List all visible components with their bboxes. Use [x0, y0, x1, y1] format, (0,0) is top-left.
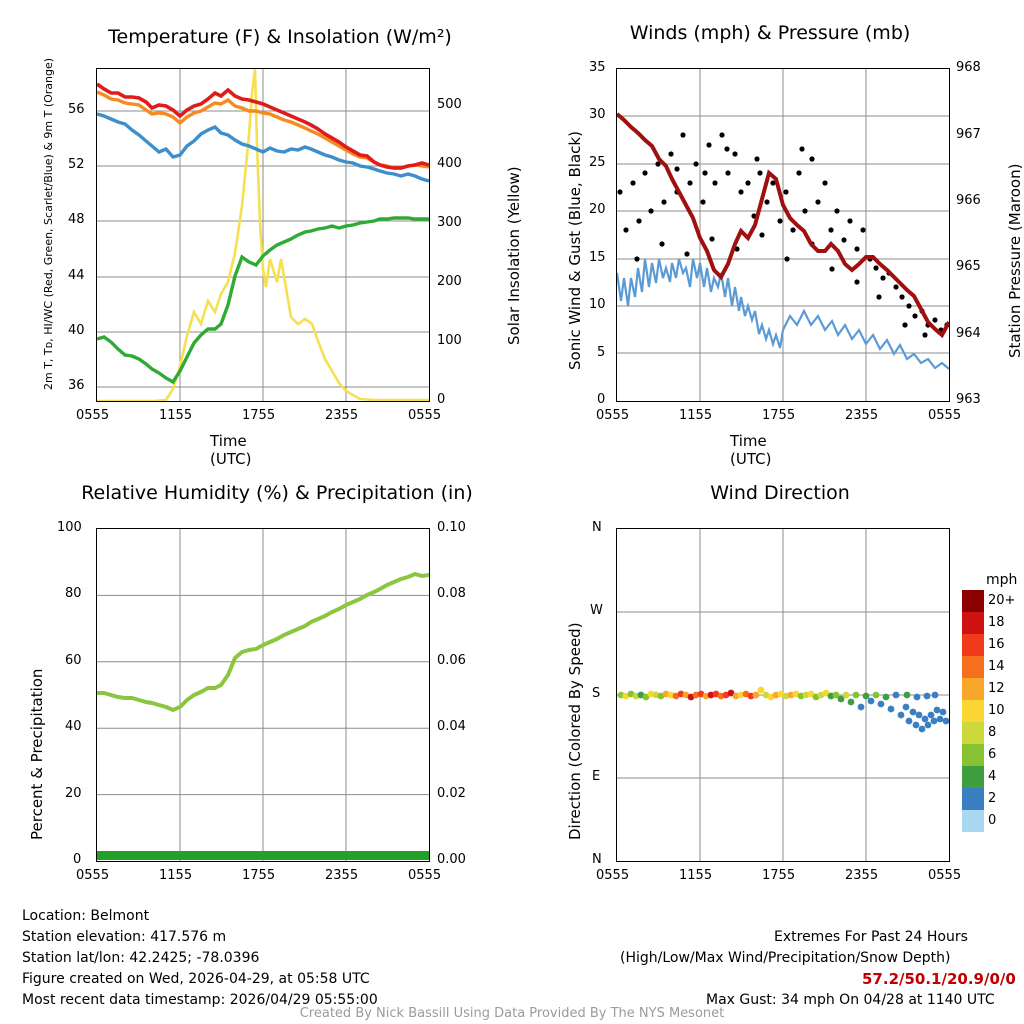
winds-xtick-1: 1155 [679, 408, 713, 423]
temperature-xtick-3: 2355 [325, 408, 359, 423]
figure-credit: Created By Nick Bassill Using Data Provided By The NYS Mesonet [299, 1006, 725, 1021]
legend-swatch-16 [962, 634, 984, 656]
winds-ytick-5: 5 [597, 345, 606, 360]
humidity-ytick-40: 40 [65, 719, 82, 734]
winds-plot-svg [617, 69, 949, 401]
humidity-xtick-0: 0555 [76, 868, 110, 883]
legend-label-10: 10 [988, 703, 1005, 718]
wind-direction-ytick-w: W [590, 603, 603, 618]
wind-direction-plot [616, 528, 950, 862]
humidity-rtick-002: 0.02 [437, 786, 466, 801]
humidity-panel-title: Relative Humidity (%) & Precipitation (in) [81, 482, 473, 504]
humidity-rtick-004: 0.04 [437, 719, 466, 734]
winds-ytick-35: 35 [589, 60, 606, 75]
temperature-plot [96, 68, 430, 402]
temperature-rtick-200: 200 [437, 274, 462, 289]
legend-label-6: 6 [988, 747, 997, 762]
temperature-xtick-2: 1755 [242, 408, 276, 423]
extremes-subtitle: (High/Low/Max Wind/Precipitation/Snow Depth) [620, 950, 951, 966]
winds-ytick-25: 25 [589, 155, 606, 170]
humidity-ytick-0: 0 [73, 852, 82, 867]
wind-direction-ytick-n-bottom: N [592, 852, 602, 867]
humidity-ytick-100: 100 [57, 520, 82, 535]
wind-direction-xtick-0: 0555 [596, 868, 630, 883]
winds-xtick-0: 0555 [596, 408, 630, 423]
humidity-ytick-80: 80 [65, 586, 82, 601]
temperature-xaxis-label: Time (UTC) [210, 432, 252, 468]
footer-created: Figure created on Wed, 2026-04-29, at 05:58 UTC [22, 971, 370, 987]
temperature-panel-title: Temperature (F) & Insolation (W/m²) [108, 26, 452, 48]
wind-direction-xtick-2: 1755 [762, 868, 796, 883]
wind-direction-plot-svg [617, 529, 949, 861]
temperature-xtick-1: 1155 [159, 408, 193, 423]
wind-direction-ytick-n-top: N [592, 520, 602, 535]
temperature-rtick-0: 0 [437, 392, 446, 407]
legend-swatch-8 [962, 722, 984, 744]
legend-label-8: 8 [988, 725, 997, 740]
humidity-ytick-60: 60 [65, 653, 82, 668]
temperature-ytick-56: 56 [68, 102, 85, 117]
legend-swatch-6 [962, 744, 984, 766]
legend-label-12: 12 [988, 681, 1005, 696]
wind-speed-legend [962, 590, 1022, 832]
humidity-xtick-4: 0555 [408, 868, 442, 883]
winds-xaxis-label: Time (UTC) [730, 432, 772, 468]
temperature-ytick-52: 52 [68, 157, 85, 172]
humidity-xtick-3: 2355 [325, 868, 359, 883]
legend-label-18: 18 [988, 615, 1005, 630]
legend-label-4: 4 [988, 769, 997, 784]
humidity-xtick-2: 1755 [242, 868, 276, 883]
wind-direction-ytick-e: E [592, 769, 601, 784]
temperature-ytick-36: 36 [68, 378, 85, 393]
winds-right-axis-label: Station Pressure (Maroon) [1006, 163, 1024, 358]
humidity-plot [96, 528, 430, 862]
temperature-xtick-4: 0555 [408, 408, 442, 423]
winds-left-axis-label: Sonic Wind & Gust (Blue, Black) [566, 131, 584, 370]
legend-label-20plus: 20+ [988, 593, 1016, 608]
winds-plot [616, 68, 950, 402]
temperature-ytick-48: 48 [68, 212, 85, 227]
legend-label-16: 16 [988, 637, 1005, 652]
winds-ytick-20: 20 [589, 202, 606, 217]
winds-rtick-968: 968 [956, 60, 981, 75]
wind-direction-axis-label: Direction (Colored By Speed) [566, 622, 584, 840]
winds-rtick-965: 965 [956, 259, 981, 274]
wind-direction-xtick-4: 0555 [928, 868, 962, 883]
wind-speed-legend-title: mph [986, 572, 1018, 588]
temperature-rtick-500: 500 [437, 97, 462, 112]
legend-label-14: 14 [988, 659, 1005, 674]
legend-swatch-20plus [962, 590, 984, 612]
legend-swatch-4 [962, 766, 984, 788]
winds-xtick-2: 1755 [762, 408, 796, 423]
temperature-rtick-100: 100 [437, 333, 462, 348]
humidity-xtick-1: 1155 [159, 868, 193, 883]
temperature-rtick-400: 400 [437, 156, 462, 171]
legend-swatch-14 [962, 656, 984, 678]
legend-swatch-2 [962, 788, 984, 810]
winds-rtick-964: 964 [956, 326, 981, 341]
winds-ytick-0: 0 [597, 392, 606, 407]
footer-location: Location: Belmont [22, 908, 150, 924]
humidity-rtick-000: 0.00 [437, 852, 466, 867]
humidity-plot-svg [97, 529, 429, 861]
winds-ytick-30: 30 [589, 107, 606, 122]
humidity-left-axis-label: Percent & Precipitation [28, 668, 46, 840]
footer-latlon: Station lat/lon: 42.2425; -78.0396 [22, 950, 260, 966]
humidity-ytick-20: 20 [65, 786, 82, 801]
temperature-ytick-44: 44 [68, 268, 85, 283]
legend-label-2: 2 [988, 791, 997, 806]
winds-xtick-3: 2355 [845, 408, 879, 423]
footer-recent-timestamp: Most recent data timestamp: 2026/04/29 05:55:00 [22, 992, 378, 1008]
temperature-plot-svg [97, 69, 429, 401]
legend-swatch-0 [962, 810, 984, 832]
humidity-rtick-010: 0.10 [437, 520, 466, 535]
extremes-title: Extremes For Past 24 Hours [774, 929, 968, 945]
legend-label-0: 0 [988, 813, 997, 828]
humidity-rtick-006: 0.06 [437, 653, 466, 668]
temperature-xtick-0: 0555 [76, 408, 110, 423]
legend-swatch-12 [962, 678, 984, 700]
wind-direction-xtick-1: 1155 [679, 868, 713, 883]
temperature-rtick-300: 300 [437, 215, 462, 230]
legend-swatch-18 [962, 612, 984, 634]
wind-direction-panel-title: Wind Direction [710, 482, 850, 504]
footer-elevation: Station elevation: 417.576 m [22, 929, 227, 945]
humidity-rtick-008: 0.08 [437, 586, 466, 601]
legend-swatch-10 [962, 700, 984, 722]
winds-xtick-4: 0555 [928, 408, 962, 423]
max-gust: Max Gust: 34 mph On 04/28 at 1140 UTC [706, 992, 995, 1008]
temperature-right-axis-label: Solar Insolation (Yellow) [505, 166, 523, 345]
winds-ytick-15: 15 [589, 250, 606, 265]
temperature-left-axis-label: 2m T, Tᴅ, HI/WC (Red, Green, Scarlet/Blue) & 9m T (Orange) [42, 57, 55, 390]
temperature-ytick-40: 40 [68, 323, 85, 338]
winds-rtick-963: 963 [956, 392, 981, 407]
winds-rtick-967: 967 [956, 127, 981, 142]
wind-direction-xtick-3: 2355 [845, 868, 879, 883]
extremes-values: 57.2/50.1/20.9/0/0 [862, 970, 1016, 988]
wind-direction-ytick-s: S [592, 686, 601, 701]
winds-panel-title: Winds (mph) & Pressure (mb) [629, 22, 911, 44]
winds-ytick-10: 10 [589, 297, 606, 312]
winds-rtick-966: 966 [956, 193, 981, 208]
